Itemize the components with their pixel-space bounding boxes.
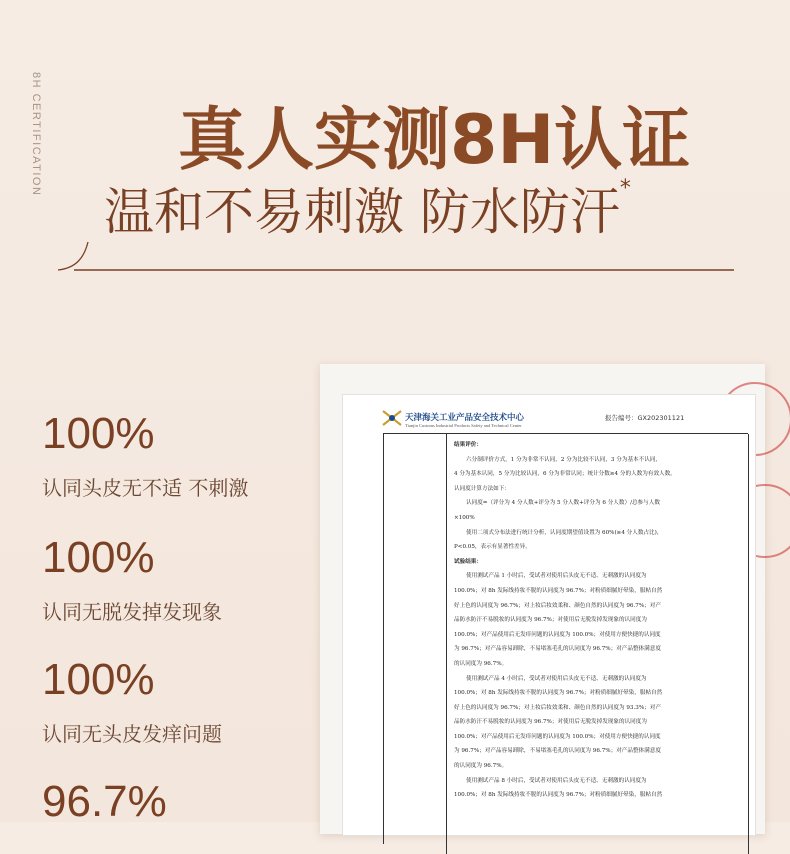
- report-line: 4 分为基本认同，5 分为比较认同，6 分为非常认同；统计分数≥4 分的人数为有效人数。: [454, 471, 676, 478]
- report-page: [342, 394, 756, 836]
- side-label: 8H CERTIFICATION: [30, 72, 42, 197]
- report-line: 100.0%；对产品使用后无发痒问题的认同度为 100.0%；对使用方便快捷的认同度: [454, 631, 661, 638]
- report-line: 100.0%；对产品使用后无发痒问题的认同度为 100.0%；对使用方便快捷的认同度: [454, 733, 661, 740]
- report-line: 为 96.7%；对产品容易卸除，不易堵塞毛孔的认同度为 96.7%；对产品整体满意度: [454, 748, 661, 755]
- report-line: 品防水防汗不易脱妆的认同度为 96.7%；对使用后无脱发掉发现象的认同度为: [454, 719, 647, 726]
- report-body: [454, 438, 742, 803]
- report-table: [383, 433, 748, 844]
- stat-1: [42, 409, 249, 501]
- report-line: 使用二项式分布法进行统计分析，认同度期望值设置为 60%(≥4 分人数占比)，: [466, 529, 663, 536]
- report-line: 使用测试产品 4 小时后，受试者对使用后头皮无不适、无刺激的认同度为: [466, 675, 647, 682]
- report-line: 认同度=（评分为 4 分人数+评分为 5 分人数+评分为 6 分人数）/总参与人数: [466, 500, 660, 507]
- org-name: 天津海关工业产品安全技术中心: [405, 413, 525, 423]
- stat-label: 认同头皮无不适 不刺激: [42, 476, 249, 500]
- title-divider: [54, 240, 734, 274]
- customs-logo-icon: [381, 409, 403, 427]
- report-line: 的认同度为 96.7%。: [454, 763, 508, 770]
- stat-4: [42, 777, 167, 840]
- report-line: 试验结果：: [454, 558, 482, 565]
- report-line: 结果评价：: [454, 442, 482, 448]
- report-line: 使用测试产品 8 小时后，受试者对使用后头皮无不适、无刺激的认同度为: [466, 777, 647, 784]
- report-line: P<0.05，表示有显著性差异。: [454, 544, 531, 551]
- report-line: 100.0%；对 8h 发际线持妆不脱的认同度为 96.7%；对粉质细腻好晕染，服帖自然: [454, 792, 663, 799]
- subtitle-asterisk: *: [619, 176, 631, 201]
- report-line: 六分制评价方式。1 分为非常不认同，2 分为比较不认同，3 分为基本不认同，: [466, 456, 662, 463]
- stat-3: [42, 655, 222, 747]
- report-number: 报告编号：GX202301121: [605, 414, 685, 422]
- report-line: 使用测试产品 1 小时后，受试者对使用后头皮无不适、无刺激的认同度为: [466, 573, 647, 580]
- stat-value: 100%: [42, 655, 155, 704]
- stat-value: 96.7%: [42, 777, 167, 826]
- report-line: 的认同度为 96.7%。: [454, 660, 508, 667]
- page-subtitle: [104, 172, 631, 244]
- stat-label: 认同无头皮发痒问题: [42, 722, 222, 746]
- report-line: 好上色的认同度为 96.7%；对上妆后妆效柔和、颜色自然的认同度为 93.3%；对产: [454, 704, 661, 711]
- org-name-en: Tianjin Customs Industrial Products Safety and Technical Center: [405, 423, 522, 428]
- report-line: 100.0%；对 8h 发际线持妆不脱的认同度为 96.7%；对粉质细腻好晕染，服帖自然: [454, 690, 663, 697]
- report-line: 好上色的认同度为 96.7%；对上妆后妆效柔和、颜色自然的认同度为 96.7%；对产: [454, 602, 661, 609]
- table-divider: [446, 434, 447, 854]
- report-line: 100.0%；对 8h 发际线持妆不脱的认同度为 96.7%；对粉质细腻好晕染，服帖自然: [454, 587, 663, 594]
- report-line: 认同度计算方法如下：: [454, 485, 510, 492]
- stat-value: 100%: [42, 533, 155, 582]
- stat-label: 认同无脱发掉发现象: [42, 600, 222, 624]
- certificate-document: [320, 364, 765, 834]
- report-line: ×100%: [454, 514, 475, 521]
- table-divider: [748, 434, 749, 854]
- stat-value: 100%: [42, 409, 155, 458]
- subtitle-text: 温和不易刺激 防水防汗: [104, 183, 620, 241]
- report-line: 品防水防汗不易脱妆的认同度为 96.7%；对使用后无脱发掉发现象的认同度为: [454, 617, 647, 624]
- stat-2: [42, 533, 222, 625]
- page-title: 真人实测8H认证: [178, 101, 691, 180]
- report-line: 为 96.7%；对产品容易卸除，不易堵塞毛孔的认同度为 96.7%；对产品整体满意度: [454, 646, 661, 653]
